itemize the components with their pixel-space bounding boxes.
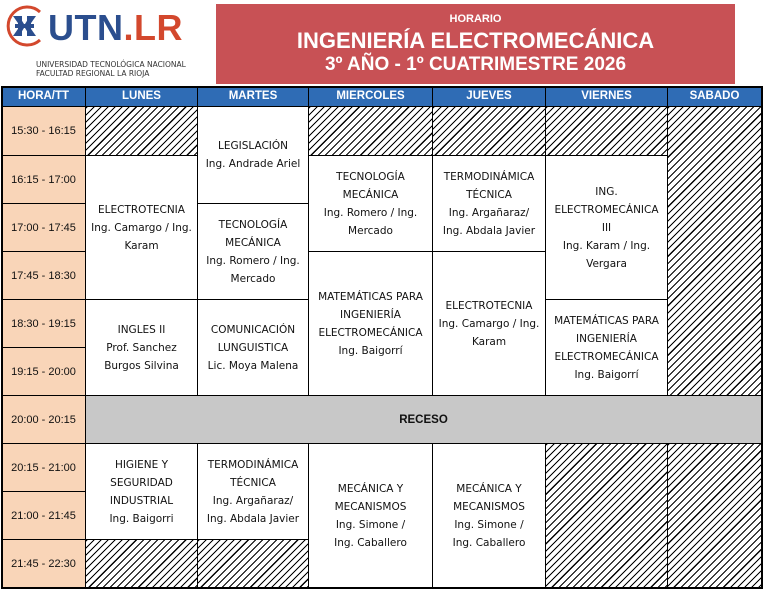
time-slot [2,348,86,396]
class-detail: Ing. Romero / Ing. [323,206,418,219]
class-detail: Ing. Baigorrí [574,368,639,381]
break-row [86,396,762,444]
class-detail: MECANISMOS [453,500,525,513]
column-header-jueves [433,87,546,107]
class-block [433,156,546,252]
time-slot [2,252,86,300]
class-detail: ELECTROMECÁNICA [318,326,423,339]
time-slot [2,492,86,540]
class-subject: INGLES II [117,323,166,336]
page-subtitle: 3º AÑO - 1º CUATRIMESTRE 2026 [324,54,627,75]
column-header-hora-tt [2,87,86,107]
class-detail: MECÁNICA [342,188,399,201]
time-slot [2,204,86,252]
column-header-label: LUNES [122,90,161,102]
column-header-label: VIERNES [581,90,632,102]
class-subject: HIGIENE Y [114,458,169,471]
class-detail: ELECTROMECÁNICA [554,350,659,363]
column-header-label: MARTES [228,90,278,102]
time-slot [2,540,86,588]
class-subject: MECÁNICA Y [456,482,522,495]
class-detail: TÉCNICA [230,476,276,489]
class-block [546,156,668,300]
time-slot-label: 17:45 - 18:30 [11,269,76,282]
class-subject: MATEMÁTICAS PARA [554,314,659,327]
class-detail: LUNGUISTICA [217,341,289,354]
class-detail: Ing. Karam / Ing. [562,239,651,252]
time-slot-label: 21:00 - 21:45 [11,509,76,522]
empty-slot [198,540,309,588]
class-subject: ELECTROTECNIA [445,299,533,312]
banner-label: HORARIO [449,13,502,25]
column-header-martes [198,87,309,107]
class-detail: INDUSTRIAL [109,494,174,507]
class-detail: Karam [124,239,159,252]
class-block [198,300,309,396]
class-subject: TECNOLOGÍA [218,218,288,231]
time-slot [2,107,86,156]
class-detail: Ing. Caballero [452,536,526,549]
class-detail: Ing. Camargo / Ing. [91,221,192,234]
class-detail: Ing. Baigorri [109,512,174,525]
break-label: RECESO [399,413,448,426]
class-subject: LEGISLACIÓN [217,140,289,152]
time-slot-label: 21:45 - 22:30 [11,557,76,570]
class-block [433,444,546,588]
logo-brand-dot: . [123,7,135,48]
time-slot [2,156,86,204]
class-subject: TERMODINÁMICA [207,458,299,471]
class-subject: TERMODINÁMICA [443,170,535,183]
class-block [86,156,198,300]
empty-slot [668,444,762,588]
column-header-viernes [546,87,668,107]
time-slot [2,300,86,348]
column-header-label: MIERCOLES [336,90,405,102]
column-header-label: JUEVES [466,90,512,102]
class-subject: MECÁNICA Y [337,482,404,495]
class-detail: Ing. Argañaraz/ [212,494,294,507]
column-header-label: HORA/TT [17,90,70,102]
class-detail: MECANISMOS [334,500,407,513]
class-block [309,252,433,396]
time-slot-label: 16:15 - 17:00 [11,173,76,186]
utn-logo [0,0,215,84]
class-detail: Ing. Camargo / Ing. [438,317,540,330]
utn-emblem-icon [4,4,48,48]
class-detail: INGENIERÍA [340,308,401,321]
class-block [198,107,309,204]
class-detail: Ing. Argañaraz/ [448,206,530,219]
class-detail: Prof. Sanchez [106,341,177,354]
class-detail: Ing. Caballero [334,536,407,549]
empty-slot [668,107,762,396]
class-detail: INGENIERÍA [576,332,637,345]
class-block [86,300,198,396]
title-banner [216,4,735,84]
logo-brand-main: UTN [48,7,124,48]
empty-slot [309,107,433,156]
class-detail: Ing. Romero / Ing. [206,254,300,267]
empty-slot [546,444,668,588]
time-slot-label: 18:30 - 19:15 [11,317,76,330]
empty-slot [433,107,546,156]
class-block [86,444,198,540]
class-detail: ELECTROMECÁNICA III [554,203,659,234]
class-detail: Ing. Abdala Javier [206,512,300,525]
class-detail: MECÁNICA [225,236,281,249]
class-detail: Karam [471,335,507,348]
class-block [198,444,309,540]
class-detail: Ing. Andrade Ariel [205,158,301,170]
class-block [198,204,309,300]
class-detail: Ing. Simone / [335,518,406,531]
class-detail: Ing. Baigorrí [338,344,403,357]
empty-slot [86,540,198,588]
class-detail: Burgos Silvina [104,359,179,372]
logo-brand-accent: LR [134,7,184,48]
time-slot-label: 15:30 - 16:15 [11,125,76,137]
class-detail: Lic. Moya Malena [207,359,299,372]
class-subject: COMUNICACIÓN [210,323,296,336]
class-subject: TECNOLOGÍA [336,170,405,183]
column-header-label: SABADO [689,90,740,102]
time-slot-label: 17:00 - 17:45 [11,221,76,234]
time-slot [2,444,86,492]
class-subject: ING. [595,185,618,198]
class-detail: Vergara [586,257,627,270]
page-title: INGENIERÍA ELECTROMECÁNICA [296,28,655,53]
class-detail: TÉCNICA [466,188,512,201]
class-detail: Mercado [348,224,393,237]
empty-slot [546,107,668,156]
class-detail: Ing. Abdala Javier [442,224,536,237]
class-subject: ELECTROTECNIA [98,203,185,216]
logo-faculty-name: FACULTAD REGIONAL LA RIOJA [36,69,150,78]
class-block [546,300,668,396]
class-block [433,252,546,396]
logo-university-name: UNIVERSIDAD TECNOLÓGICA NACIONAL [36,60,186,69]
class-block [309,156,433,252]
column-header-sabado [668,87,762,107]
logo-wordmark [48,8,183,48]
column-header-lunes [86,87,198,107]
column-header-miercoles [309,87,433,107]
class-detail: SEGURIDAD [110,476,173,489]
time-slot [2,396,86,444]
class-detail: Mercado [230,272,276,285]
time-slot-label: 20:00 - 20:15 [11,413,76,426]
class-block [309,444,433,588]
time-slot-label: 20:15 - 21:00 [11,461,76,474]
empty-slot [86,107,198,156]
class-detail: Ing. Simone / [454,518,524,531]
time-slot-label: 19:15 - 20:00 [11,365,76,378]
class-subject: MATEMÁTICAS PARA [318,290,423,303]
